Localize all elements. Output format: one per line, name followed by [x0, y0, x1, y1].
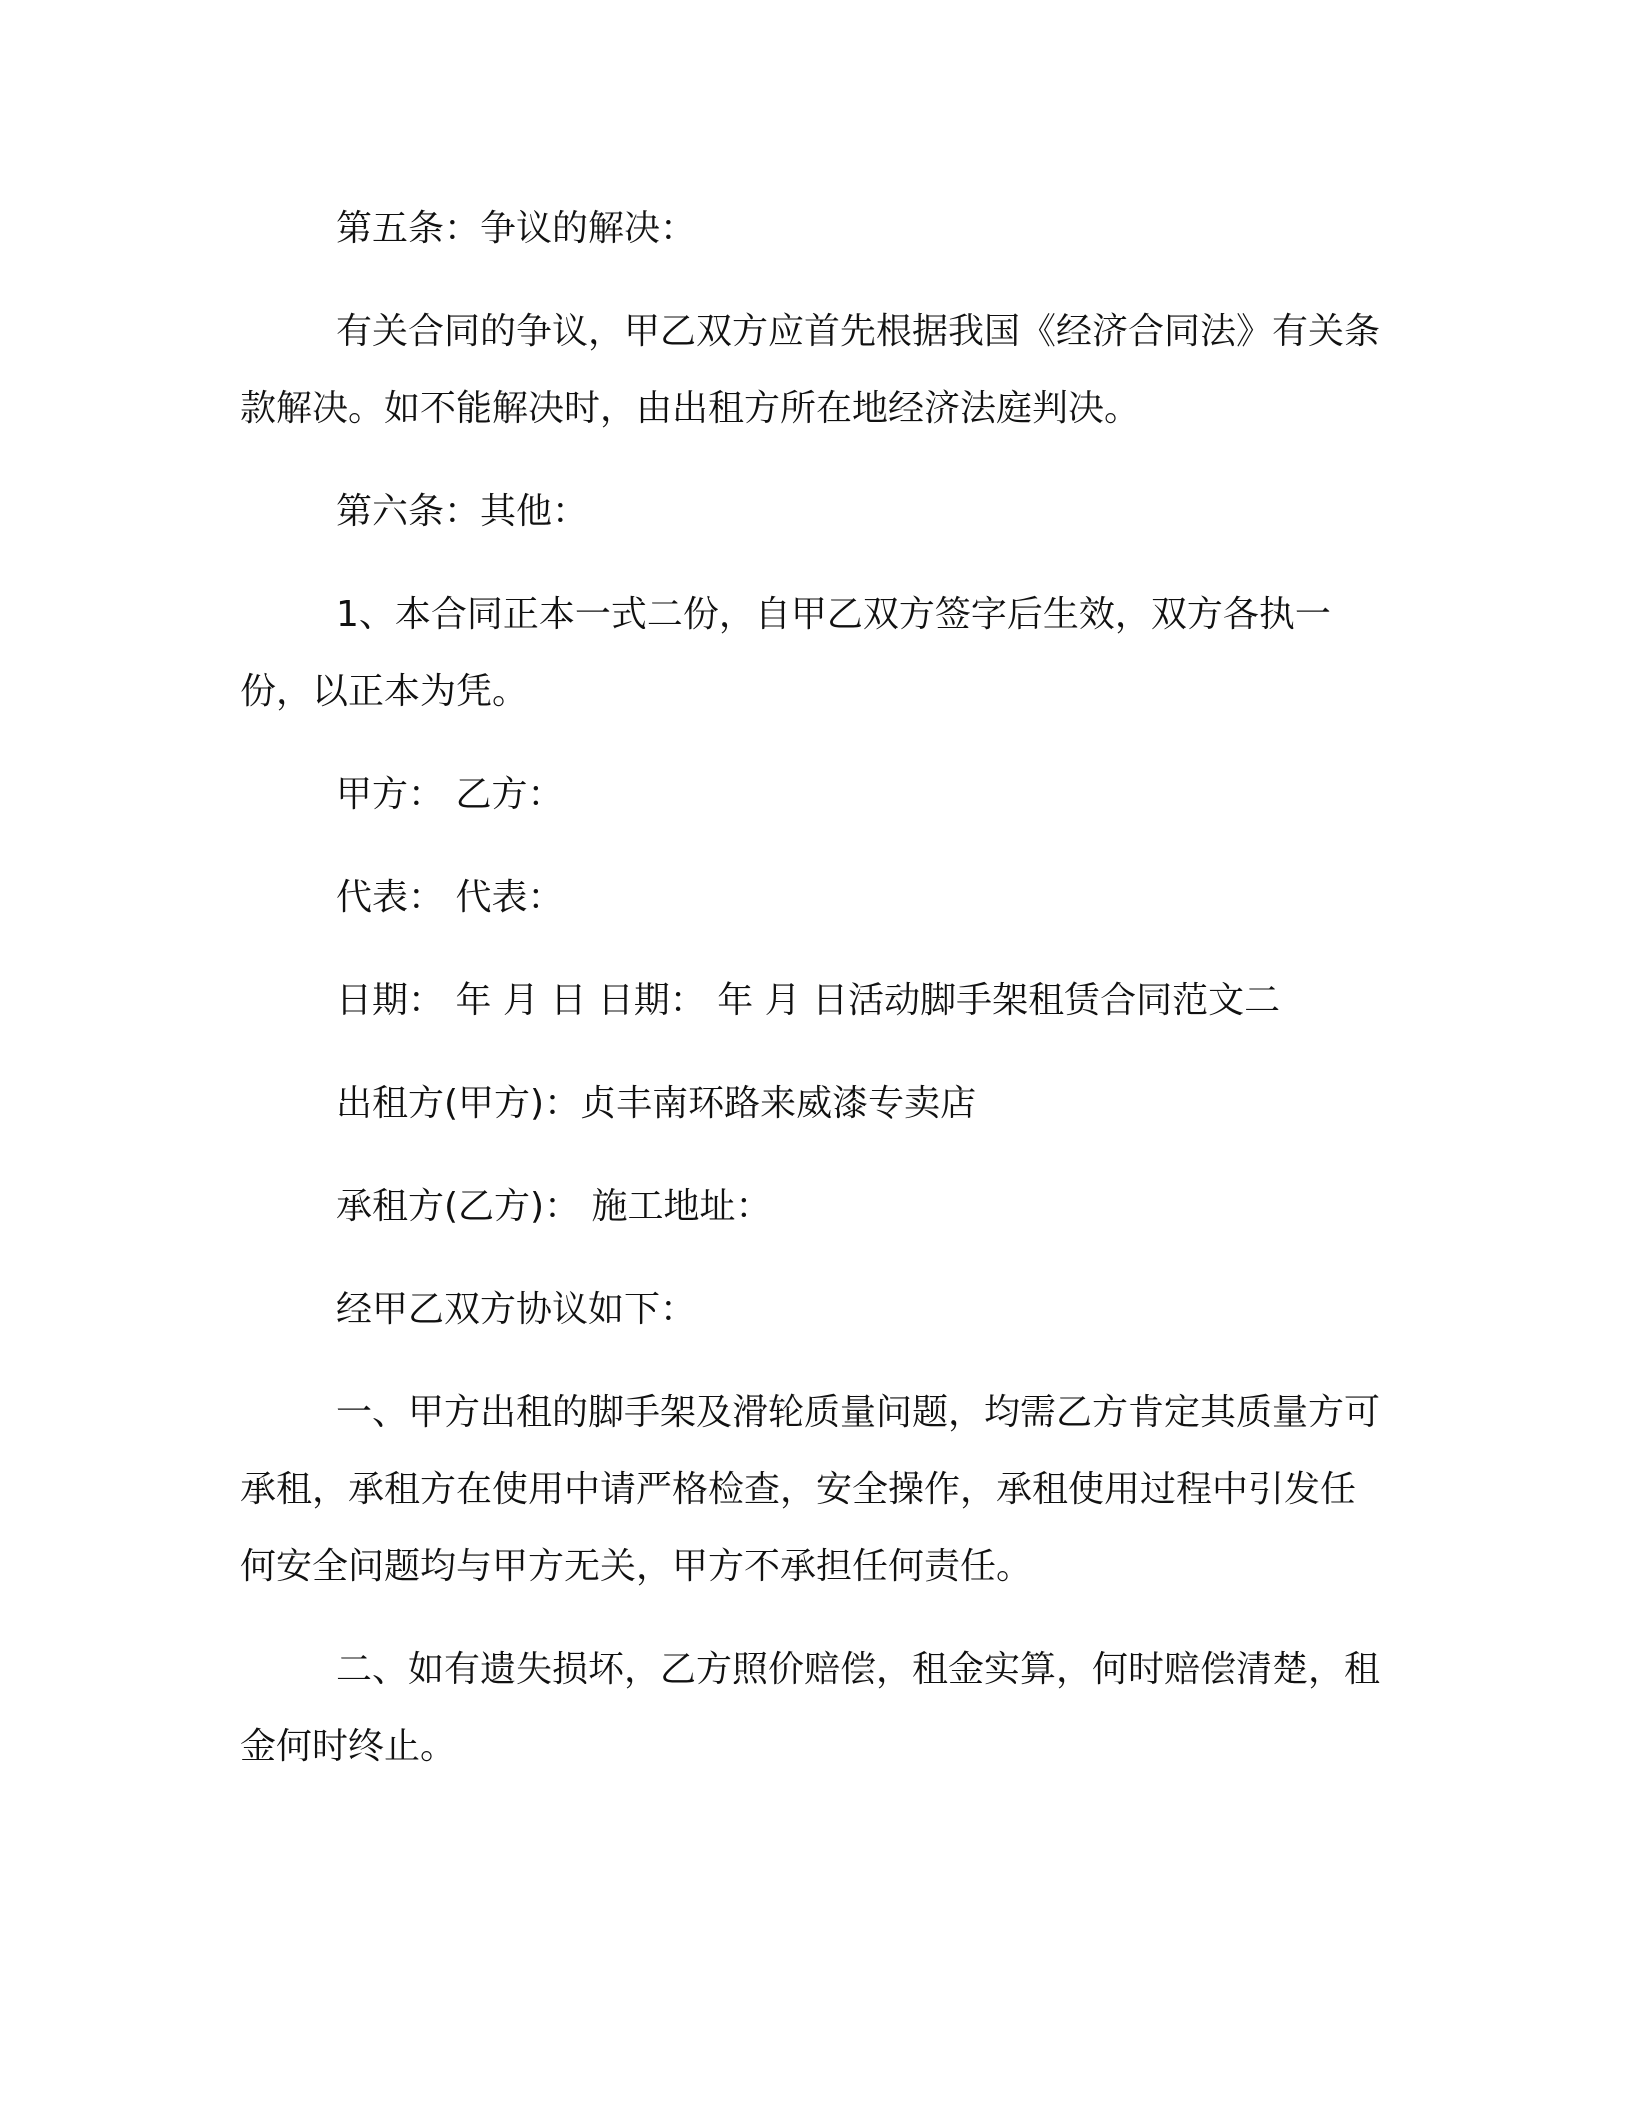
clause-1: 一、甲方出租的脚手架及滑轮质量问题，均需乙方肯定其质量方可承租，承租方在使用中请严格检查，安全操作，承租使用过程中引发任何安全问题均与甲方无关，甲方不承担任何责任。: [240, 1392, 1381, 1587]
document-body: [240, 190, 1380, 1811]
lessee-line: 承租方(乙方)： 施工地址：: [336, 1186, 772, 1227]
agreement-intro: 经甲乙双方协议如下：: [336, 1289, 697, 1330]
clause-2: 二、如有遗失损坏，乙方照价赔偿，租金实算，何时赔偿清楚，租金何时终止。: [240, 1649, 1381, 1767]
party-signature-line: 甲方： 乙方：: [336, 774, 564, 815]
date-line-and-title: 日期： 年 月 日 日期： 年 月 日活动脚手架租赁合同范文二: [336, 980, 1281, 1021]
dispute-resolution-text: 有关合同的争议，甲乙双方应首先根据我国《经济合同法》有关条款解决。如不能解决时，由出租方所在地经济法庭判决。: [240, 311, 1381, 429]
copies-clause: 1、本合同正本一式二份，自甲乙双方签字后生效，双方各执一份，以正本为凭。: [240, 594, 1331, 712]
lessor-line: 出租方(甲方)：贞丰南环路来威漆专卖店: [336, 1083, 977, 1124]
article-5-heading: 第五条：争议的解决：: [336, 208, 697, 249]
article-6-heading: 第六条：其他：: [336, 491, 589, 532]
representative-signature-line: 代表： 代表：: [336, 877, 564, 918]
